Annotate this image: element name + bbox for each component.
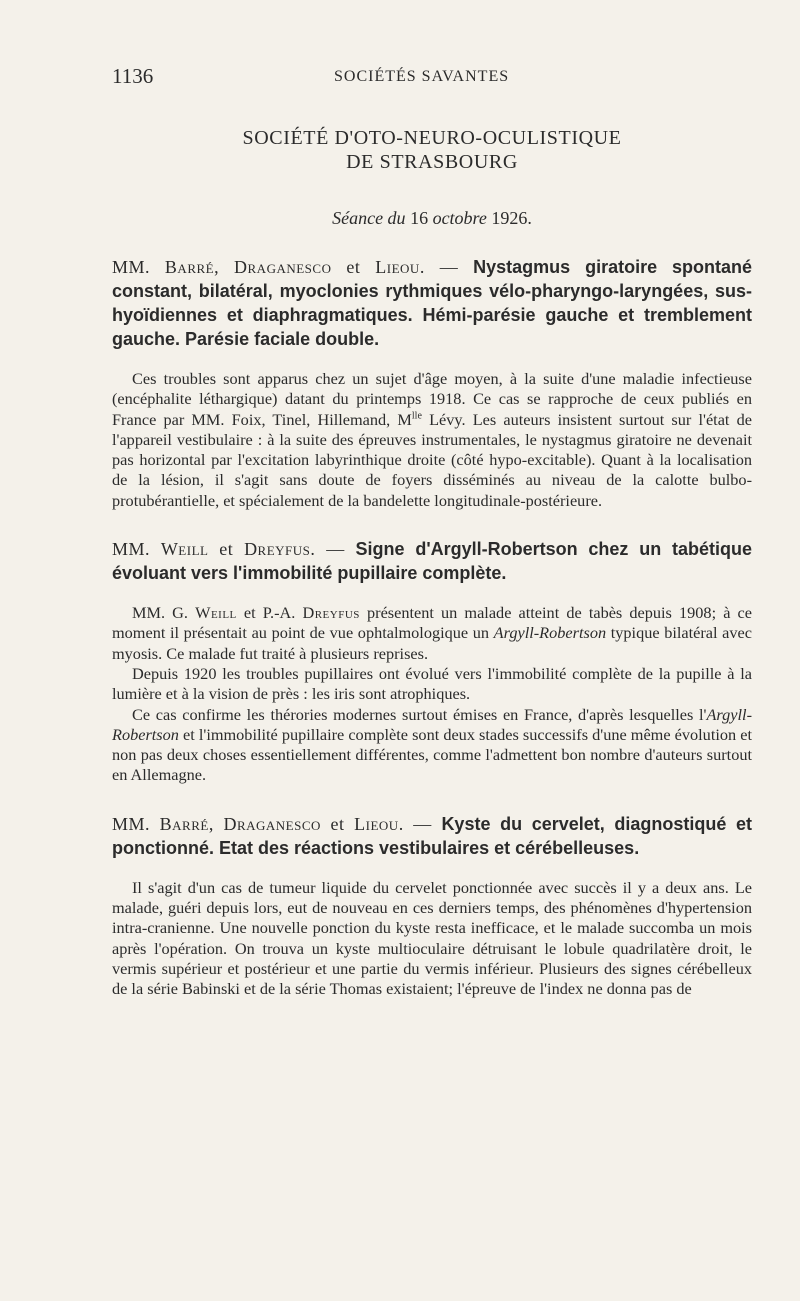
author-name: Dreyfus [302,603,360,623]
authors-separator: et [208,539,245,560]
authors-dash: . — [310,539,356,560]
paragraph-text: typique bilatéral avec myosis. Ce malade fut traité à plusieurs reprises. [112,623,752,663]
authors-separator: , [214,257,235,277]
communication-1-title: Nystagmus giratoire spontané constant, bilatéral, myoclonies rythmiques vélo-pharyngo-laryngées, sus-hyoïdiennes et diaphragmatiques. Hémi-parésie gauche et tremblement gauche. Parésie faciale double. [112,257,753,349]
communication-2 [112,537,752,786]
paragraph [112,369,752,511]
session-day: 16 [410,208,429,228]
authors-dash: . — [398,813,442,834]
session-prefix: Séance du [332,208,411,228]
authors-1 [112,257,473,277]
author-name: Lieou [354,813,399,834]
authors-separator: , [208,813,224,834]
author-name: Draganesco [223,813,321,834]
authors-prefix: MM. [112,813,160,834]
paragraph: Depuis 1920 les troubles pupillaires ont évolué vers l'immobilité complète de la pupille à la lumière et à la vision de près : les iris sont atrophiques. [112,663,752,704]
author-name: Dreyfus [244,539,311,560]
italic-term: Argyll-Robertson [493,623,607,643]
page-number: 1136 [112,64,154,88]
communication-1 [112,255,752,511]
authors-separator: et [320,813,355,834]
communication-2-heading [112,537,752,585]
author-name: Weill [160,539,209,560]
authors-2 [112,539,356,559]
session-month: octobre [428,208,492,228]
paragraph-text: présentent un malade atteint de tabès depuis 1908; à ce moment il présentait au point de vue ophtalmologique un [112,603,752,643]
communication-2-body [112,603,752,786]
paragraph-text: MM. G. [132,603,196,623]
session-date [112,208,752,229]
author-name: Barré [159,813,209,834]
paragraph-text: et l'immobilité pupillaire complète sont deux stades successifs d'une même évolution et non pas deux choses essentiellement différentes, comme l'admettent bon nombre d'auteurs surtout en Allemagne. [112,724,752,785]
author-name: Barré [164,257,215,277]
author-name: Draganesco [234,257,332,277]
paragraph-text: Ces troubles sont apparus chez un sujet d'âge moyen, à la suite d'une maladie infectieuse (encéphalite léthargique) datant du printemps 1918. Ce cas se rapproche de ceux publiés en France par MM. Foix, Tinel, Hillemand, M [112,369,752,429]
running-title: SOCIÉTÉS SAVANTES [334,68,510,85]
society-title [112,126,752,174]
paragraph: Il s'agit d'un cas de tumeur liquide du cervelet ponctionnée avec succès il y a deux ans. Le malade, guéri depuis lors, eut de nouveau en ces derniers temps, des phénomènes d'hypertension intra-cranienne. Une nouvelle ponction du kyste resta inefficace, et le malade succomba un mois après l'opération. On trouva un kyste multioculaire détruisant le lobule quadrilatère droit, le vermis supérieur et postérieur et une partie du vermis inférieur. Plusieurs des signes cérébelleux de la série Babinski et de la série Thomas existaient; l'épreuve de l'index ne donna pas de [112,877,752,999]
communication-3-heading [112,812,752,860]
authors-dash: . — [419,257,474,277]
authors-3 [112,814,441,834]
document-page [112,60,752,1000]
running-header [112,60,752,88]
communication-2-title: Signe d'Argyll-Robertson chez un tabétique évoluant vers l'immobilité pupillaire complète. [112,539,753,584]
authors-prefix: MM. [112,257,165,277]
communication-1-body [112,369,752,511]
communication-3 [112,812,752,1000]
paragraph [112,705,752,786]
communication-3-body [112,878,752,1000]
paragraph-text: et P.-A. [236,603,303,623]
society-title-line-1: SOCIÉTÉ D'OTO-NEURO-OCULISTIQUE [242,127,622,149]
paragraph [112,603,752,664]
superscript: lle [411,410,422,422]
communication-1-heading [112,255,752,351]
author-name: Lieou [375,257,420,277]
paragraph-text: Lévy. Les auteurs insistent surtout sur l'état de l'appareil vestibulaire : à la suite des épreuves instrumentales, le nystagmus giratoire ne devenait pas horizontal par l'excitation labyrinthique droite (côté hypo-excitable). Quant à la localisation de la lésion, il s'agit sans doute de foyers disséminés au niveau de la calotte bulbo-protubérantielle, et spécialement de la bandelette longitudinale-postérieure. [112,409,752,510]
communication-3-title: Kyste du cervelet, diagnostiqué et ponctionné. Etat des réactions vestibulaires et cérébelleuses. [112,813,753,858]
italic-term: Argyll-Robertson [112,704,752,744]
paragraph-text: Ce cas confirme les thérories modernes surtout émises en France, d'après lesquelles l' [132,704,707,724]
authors-separator: et [331,257,376,277]
author-name: Weill [195,603,237,623]
session-year: 1926. [491,208,532,228]
society-title-line-2: DE STRASBOURG [346,151,518,173]
authors-prefix: MM. [112,539,161,560]
